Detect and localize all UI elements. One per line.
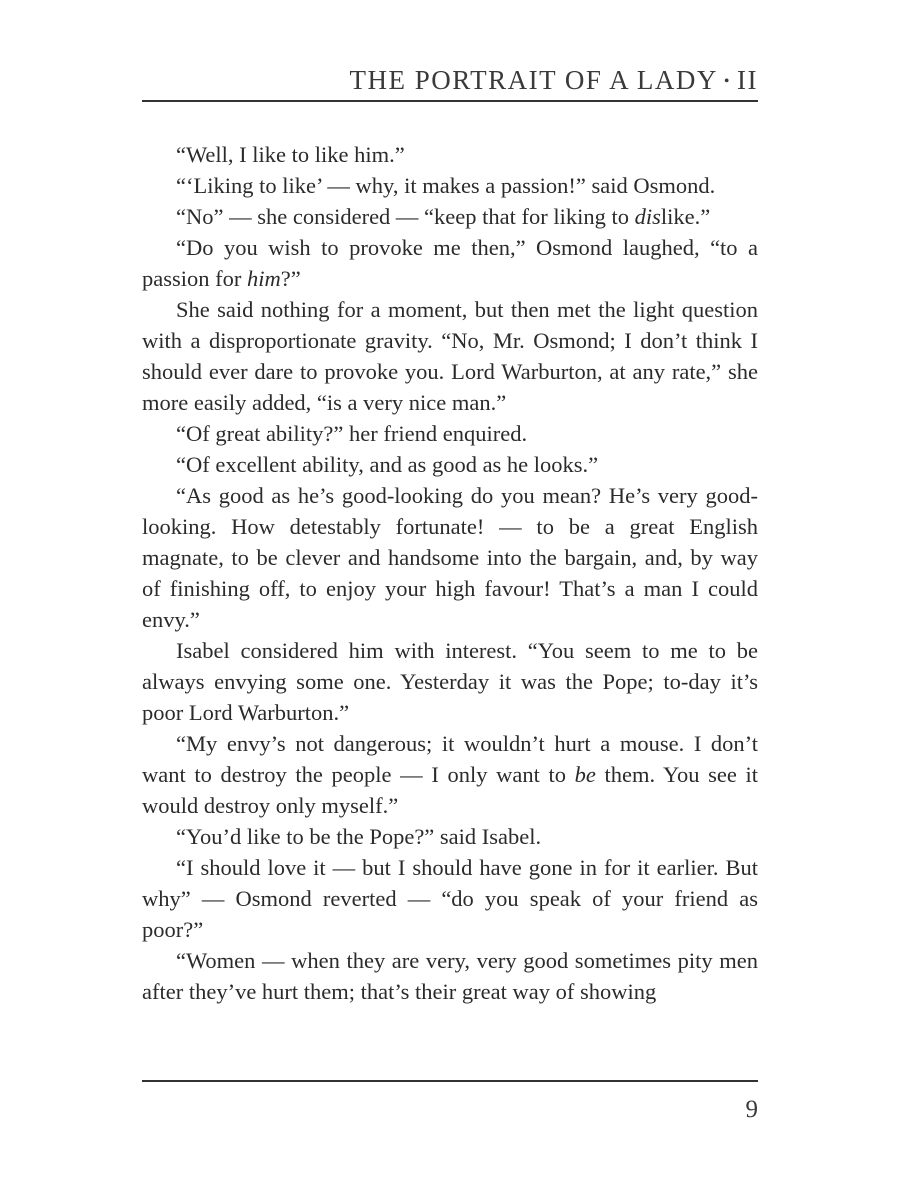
paragraph (142, 201, 758, 232)
text-run: Isabel considered him with interest. “You seem to me to be always envying some one. Yesterday it was the Pope; to-day it’s poor Lord Warburton.” (142, 638, 758, 725)
paragraph (142, 635, 758, 728)
text-run: “Of excellent ability, and as good as he looks.” (176, 452, 599, 477)
text-run: “‘Liking to like’ — why, it makes a passion!” said Osmond. (176, 173, 716, 198)
paragraph (142, 418, 758, 449)
text-run: “You’d like to be the Pope?” said Isabel. (176, 824, 542, 849)
text-run: She said nothing for a moment, but then met the light question with a disproportionate gravity. “No, Mr. Osmond; I don’t think I should ever dare to provoke you. Lord Warburton, at any rate,” she more easily added, “is a very nice man.” (142, 297, 758, 415)
paragraph (142, 170, 758, 201)
paragraph (142, 449, 758, 480)
body-text (142, 139, 758, 1007)
paragraph (142, 480, 758, 635)
italic-text: him (247, 266, 281, 291)
paragraph (142, 821, 758, 852)
italic-text: dis (634, 204, 661, 229)
text-run: “Well, I like to like him.” (176, 142, 405, 167)
volume-number: II (737, 65, 758, 95)
running-header (142, 64, 758, 98)
book-title: THE PORTRAIT OF A LADY (349, 65, 718, 95)
page-number: 9 (745, 1096, 758, 1123)
paragraph (142, 232, 758, 294)
paragraph (142, 139, 758, 170)
text-run: “My envy’s not dangerous; it wouldn’t hurt a mouse. I don’t want to destroy the people — I only want to (142, 731, 758, 787)
italic-text: be (574, 762, 596, 787)
text-run: “No” — she considered — “keep that for liking to (176, 204, 635, 229)
text-run: them. You see it would destroy only myself.” (142, 762, 759, 818)
paragraph (142, 294, 758, 418)
paragraph (142, 945, 758, 1007)
text-run: ?” (280, 266, 301, 291)
text-run: like.” (660, 204, 711, 229)
paragraph (142, 852, 758, 945)
text-run: “I should love it — but I should have gone in for it earlier. But why” — Osmond reverted — “do you speak of your friend as poor?” (142, 855, 758, 942)
paragraph (142, 728, 758, 821)
text-run: “Do you wish to provoke me then,” Osmond laughed, “to a passion for (142, 235, 758, 291)
footer-rule (142, 1080, 758, 1082)
text-run: “Women — when they are very, very good sometimes pity men after they’ve hurt them; that’s their great way of showing (142, 948, 758, 1004)
text-run: “Of great ability?” her friend enquired. (176, 421, 528, 446)
header-rule (142, 100, 758, 102)
header-separator: • (723, 73, 732, 90)
text-run: “As good as he’s good-looking do you mean? He’s very good-looking. How detestably fortunate! — to be a great English magnate, to be clever and handsome into the bargain, and, by way of finishing off, to enjoy your high favour! That’s a man I could envy.” (142, 483, 758, 632)
